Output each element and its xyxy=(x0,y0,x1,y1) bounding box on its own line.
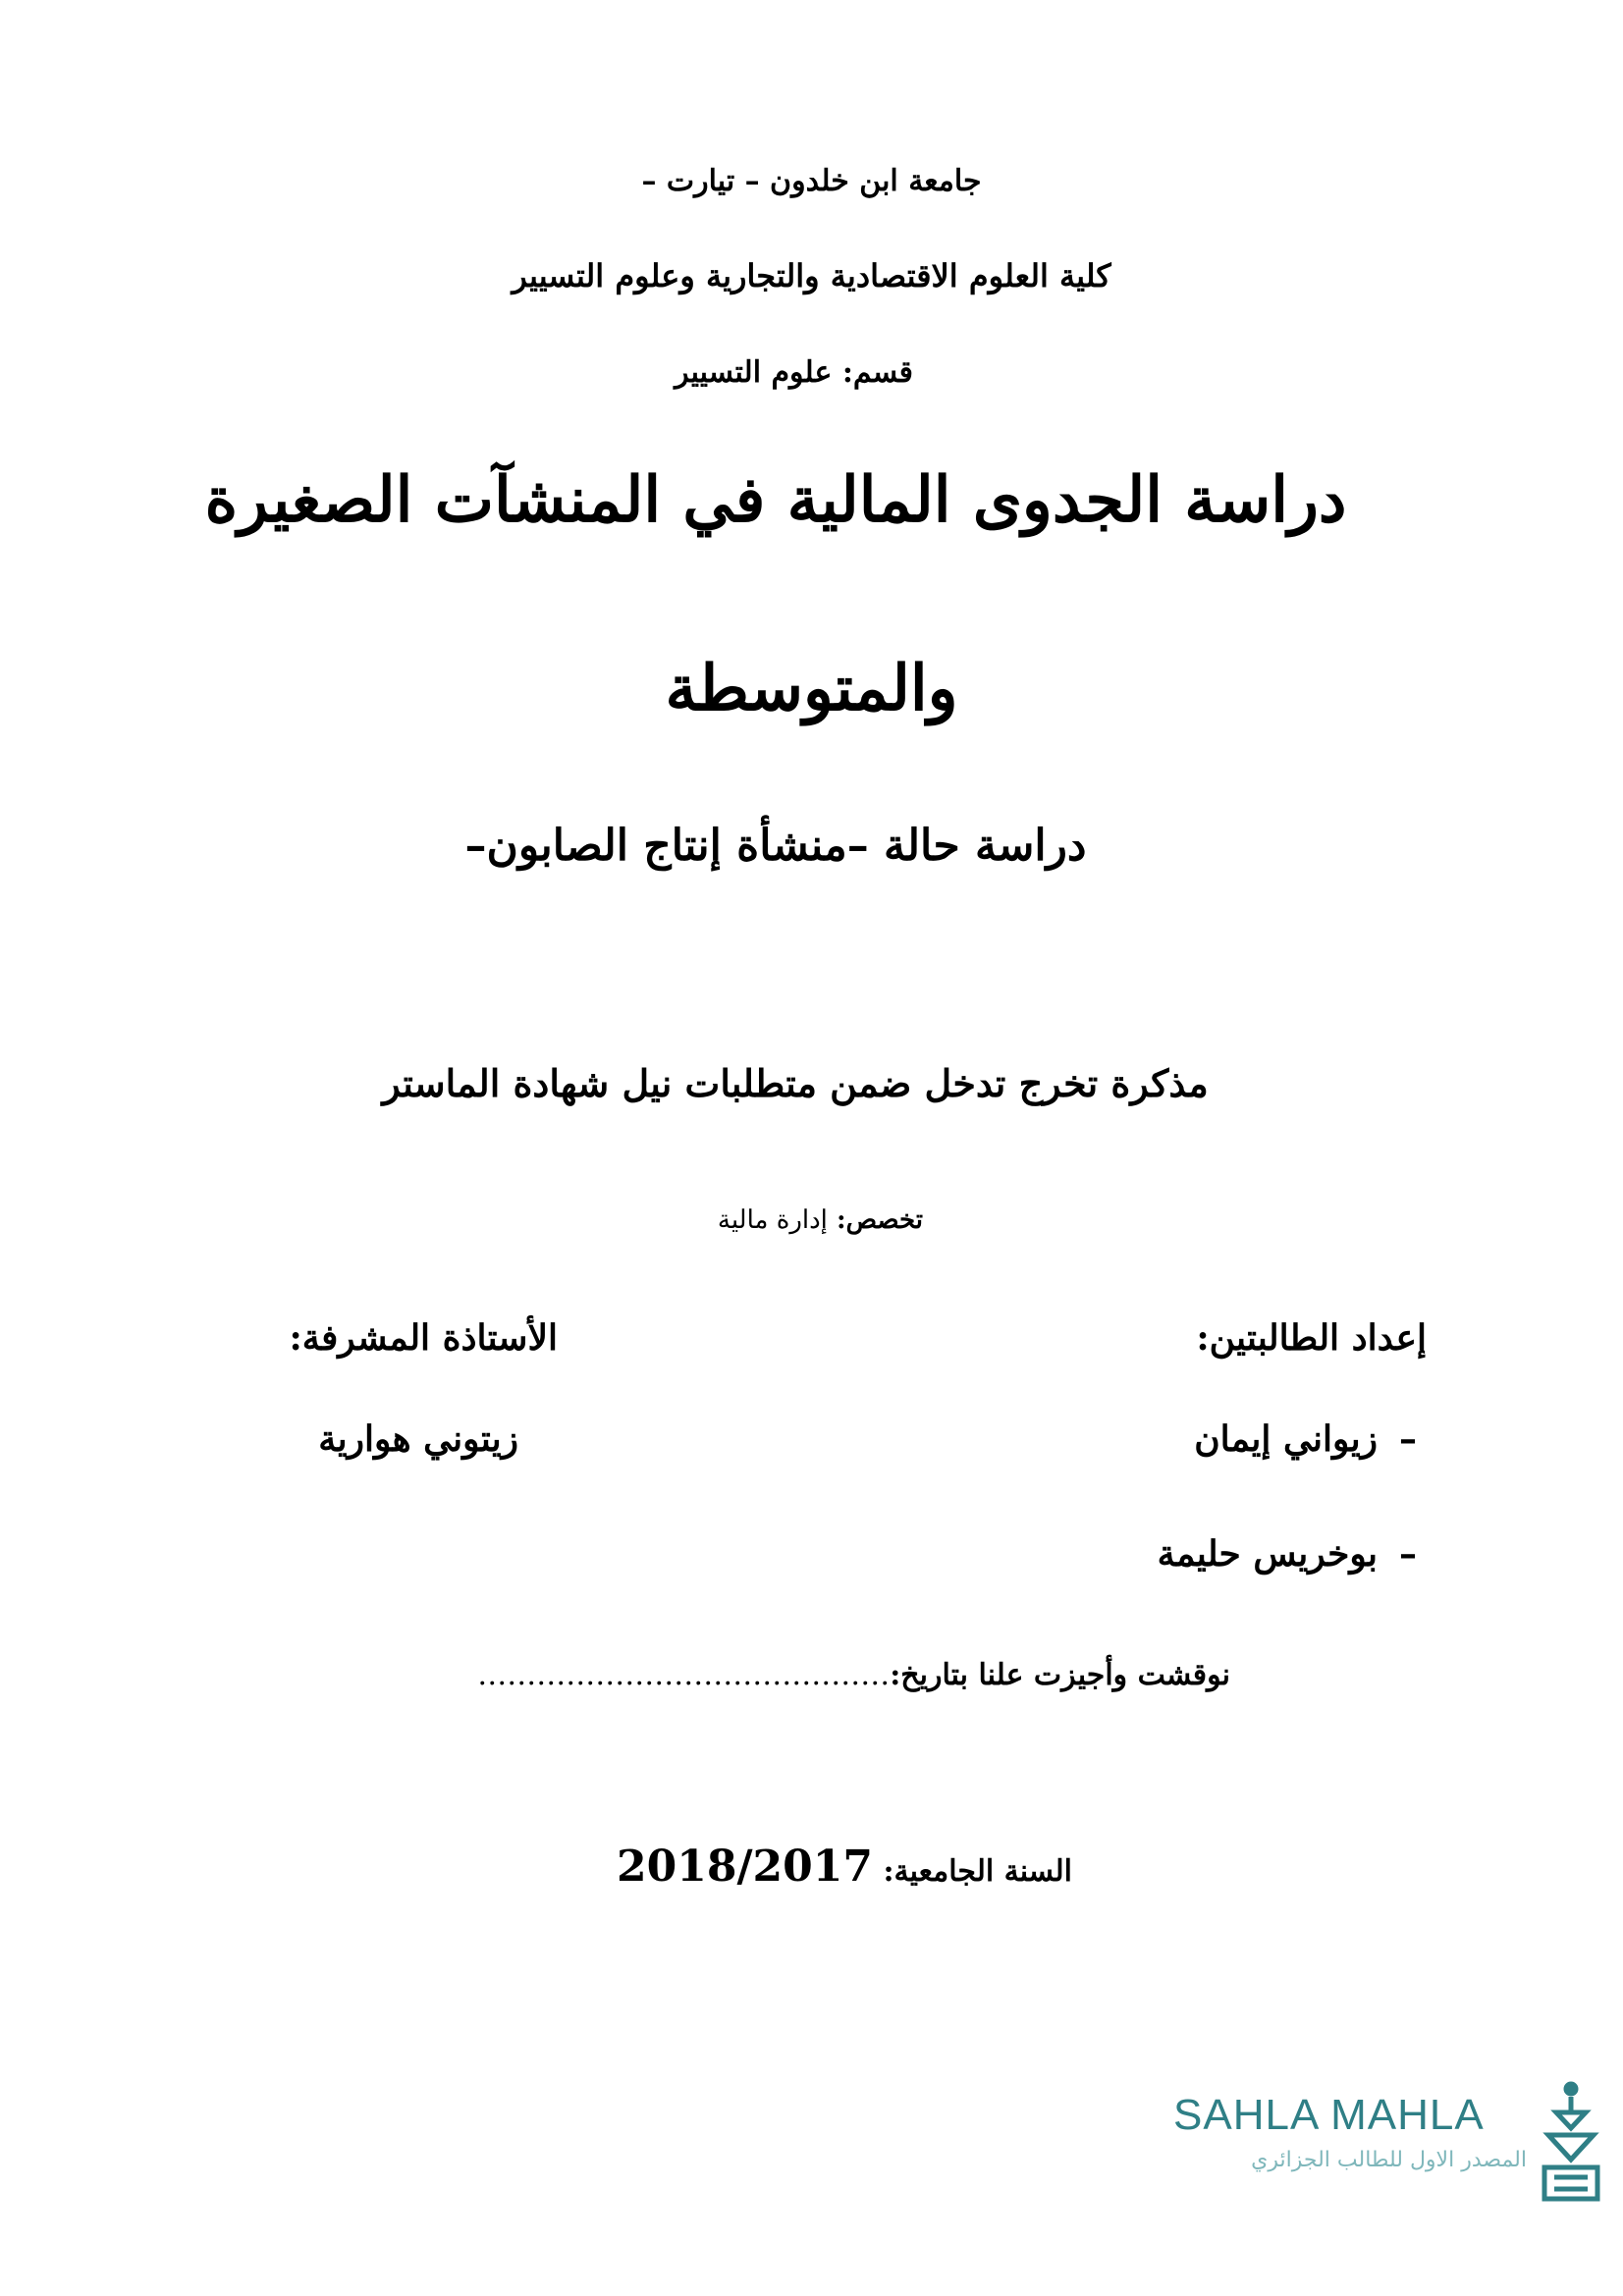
student-name-1 xyxy=(1194,1418,1417,1460)
student-name-2 xyxy=(1157,1533,1417,1575)
academic-year xyxy=(609,1842,1080,1892)
specialty-value: إدارة مالية xyxy=(717,1205,828,1235)
supervisor-name: زيتوني هوارية xyxy=(318,1418,518,1460)
department xyxy=(589,355,913,390)
students-label: إعداد الطالبتين: xyxy=(1196,1317,1427,1359)
list-bullet: – xyxy=(1399,1418,1417,1460)
faculty-name: كلية العلوم الاقتصادية والتجارية وعلوم التسيير xyxy=(512,257,1111,294)
thesis-title-line-2: والمتوسطة xyxy=(665,652,958,725)
university-name: جامعة ابن خلدون – تيارت – xyxy=(641,164,982,198)
academic-year-value: 2018/2017 xyxy=(616,1842,873,1892)
discussion-label: نوقشت وأجيزت علنا بتاريخ: xyxy=(890,1658,1230,1692)
date-blank: …………………………………… xyxy=(477,1658,891,1692)
specialty-label: تخصص: xyxy=(836,1205,923,1235)
student-name: بوخريس حليمة xyxy=(1157,1533,1378,1575)
academic-year-label: السنة الجامعية: xyxy=(883,1854,1072,1889)
sahla-mahla-watermark xyxy=(1173,2091,1605,2209)
list-bullet: – xyxy=(1399,1533,1417,1575)
student-name: زيواني إيمان xyxy=(1194,1418,1378,1460)
department-value: علوم التسيير xyxy=(675,355,833,390)
logo-emblem-icon xyxy=(1537,2081,1605,2209)
thesis-title-line-1: دراسة الجدوى المالية في المنشآت الصغيرة xyxy=(204,463,1347,537)
thesis-subtitle: دراسة حالة –منشأة إنتاج الصابون– xyxy=(464,821,1087,871)
watermark-brand: SAHLA MAHLA xyxy=(1173,2091,1485,2139)
discussion-date xyxy=(477,1658,1230,1692)
department-label: قسم: xyxy=(841,355,913,390)
watermark-tagline: المصدر الاول للطالب الجزائري xyxy=(1251,2148,1527,2172)
specialty xyxy=(589,1207,923,1233)
memo-statement: مذكرة تخرج تدخل ضمن متطلبات نيل شهادة الماستر xyxy=(382,1061,1209,1105)
supervisor-label: الأستاذة المشرفة: xyxy=(289,1317,558,1359)
